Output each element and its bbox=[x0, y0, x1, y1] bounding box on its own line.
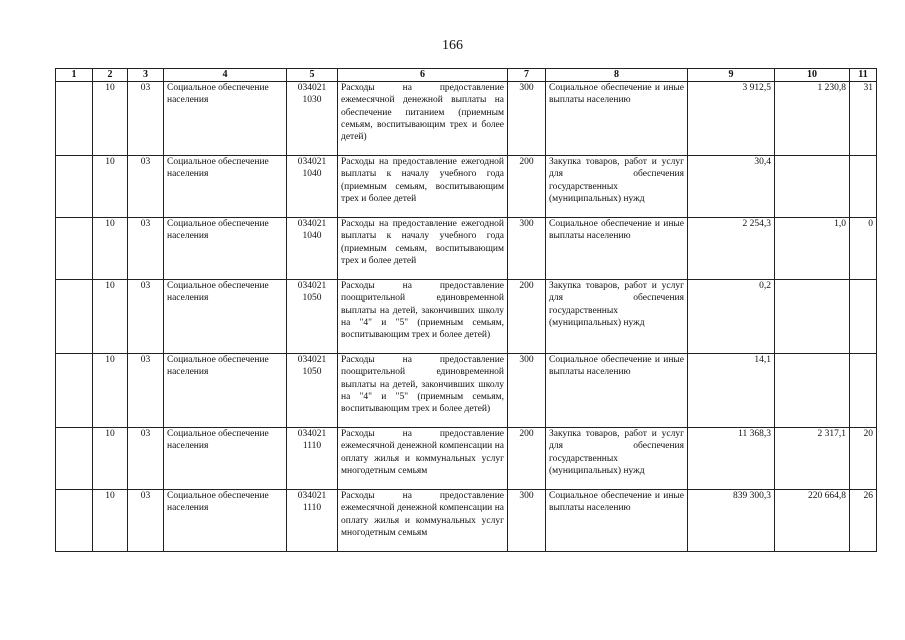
header-cell: 10 bbox=[775, 69, 850, 82]
cell-subsection: 03 bbox=[128, 354, 164, 428]
header-cell: 4 bbox=[164, 69, 287, 82]
cell-target-code: 034021 1030 bbox=[287, 82, 338, 156]
cell-description: Расходы на предоставление ежемесячной денежной компенсации на оплату жилья и коммунальных услуг многодетным семьям bbox=[338, 490, 508, 552]
cell-expense-name: Социальное обеспечение и иные выплаты населению bbox=[546, 490, 688, 552]
cell-target-code: 034021 1040 bbox=[287, 156, 338, 218]
cell-col1 bbox=[56, 428, 93, 490]
cell-plan: 30,4 bbox=[688, 156, 775, 218]
cell-percent: 26 bbox=[850, 490, 877, 552]
table-row bbox=[56, 428, 877, 490]
page-number: 166 bbox=[442, 38, 463, 53]
cell-target-code: 034021 1110 bbox=[287, 428, 338, 490]
cell-plan: 2 254,3 bbox=[688, 218, 775, 280]
cell-section-name: Социальное обеспечение населения bbox=[164, 156, 287, 218]
cell-col1 bbox=[56, 280, 93, 354]
table-row bbox=[56, 354, 877, 428]
cell-plan: 11 368,3 bbox=[688, 428, 775, 490]
cell-expense-type: 200 bbox=[508, 428, 546, 490]
header-row bbox=[56, 69, 877, 82]
cell-percent: 31 bbox=[850, 82, 877, 156]
cell-section: 10 bbox=[93, 280, 128, 354]
cell-section: 10 bbox=[93, 218, 128, 280]
cell-section: 10 bbox=[93, 490, 128, 552]
cell-expense-type: 300 bbox=[508, 490, 546, 552]
header-cell: 7 bbox=[508, 69, 546, 82]
cell-subsection: 03 bbox=[128, 428, 164, 490]
cell-expense-name: Социальное обеспечение и иные выплаты населению bbox=[546, 82, 688, 156]
cell-section-name: Социальное обеспечение населения bbox=[164, 82, 287, 156]
cell-percent bbox=[850, 280, 877, 354]
cell-section-name: Социальное обеспечение населения bbox=[164, 218, 287, 280]
cell-description: Расходы на предоставление поощрительной единовременной выплаты на детей, закончивших школу на "4" и "5" (приемным семьям, воспитывающим трех и более детей) bbox=[338, 280, 508, 354]
cell-section-name: Социальное обеспечение населения bbox=[164, 428, 287, 490]
cell-description: Расходы на предоставление ежемесячной денежной выплаты на обеспечение питанием (приемным семьям, воспитывающим трех и более детей) bbox=[338, 82, 508, 156]
cell-expense-type: 300 bbox=[508, 218, 546, 280]
cell-actual: 2 317,1 bbox=[775, 428, 850, 490]
cell-section-name: Социальное обеспечение населения bbox=[164, 280, 287, 354]
cell-col1 bbox=[56, 218, 93, 280]
cell-col1 bbox=[56, 82, 93, 156]
header-cell: 5 bbox=[287, 69, 338, 82]
cell-description: Расходы на предоставление ежегодной выплаты к началу учебного года (приемным семьям, воспитывающим трех и более детей bbox=[338, 218, 508, 280]
cell-col1 bbox=[56, 156, 93, 218]
cell-section-name: Социальное обеспечение населения bbox=[164, 490, 287, 552]
cell-col1 bbox=[56, 354, 93, 428]
cell-plan: 14,1 bbox=[688, 354, 775, 428]
cell-description: Расходы на предоставление ежемесячной денежной компенсации на оплату жилья и коммунальных услуг многодетным семьям bbox=[338, 428, 508, 490]
cell-expense-type: 300 bbox=[508, 354, 546, 428]
cell-section: 10 bbox=[93, 82, 128, 156]
cell-plan: 3 912,5 bbox=[688, 82, 775, 156]
budget-table bbox=[55, 68, 877, 552]
cell-expense-type: 200 bbox=[508, 280, 546, 354]
cell-target-code: 034021 1050 bbox=[287, 354, 338, 428]
table-row bbox=[56, 82, 877, 156]
cell-section: 10 bbox=[93, 428, 128, 490]
cell-target-code: 034021 1110 bbox=[287, 490, 338, 552]
table-row bbox=[56, 156, 877, 218]
table-row bbox=[56, 280, 877, 354]
cell-actual bbox=[775, 156, 850, 218]
header-cell: 6 bbox=[338, 69, 508, 82]
cell-expense-name: Социальное обеспечение и иные выплаты населению bbox=[546, 354, 688, 428]
table-row bbox=[56, 218, 877, 280]
header-cell: 9 bbox=[688, 69, 775, 82]
cell-target-code: 034021 1040 bbox=[287, 218, 338, 280]
cell-subsection: 03 bbox=[128, 280, 164, 354]
cell-percent bbox=[850, 156, 877, 218]
cell-actual bbox=[775, 280, 850, 354]
cell-description: Расходы на предоставление поощрительной единовременной выплаты на детей, закончивших школу на "4" и "5" (приемным семьям, воспитывающим трех и более детей) bbox=[338, 354, 508, 428]
cell-subsection: 03 bbox=[128, 218, 164, 280]
header-cell: 8 bbox=[546, 69, 688, 82]
cell-percent bbox=[850, 354, 877, 428]
cell-expense-type: 300 bbox=[508, 82, 546, 156]
cell-expense-name: Закупка товаров, работ и услуг для обеспечения государственных (муниципальных) нужд bbox=[546, 156, 688, 218]
cell-section: 10 bbox=[93, 156, 128, 218]
cell-section: 10 bbox=[93, 354, 128, 428]
header-cell: 1 bbox=[56, 69, 93, 82]
header-cell: 11 bbox=[850, 69, 877, 82]
cell-plan: 0,2 bbox=[688, 280, 775, 354]
cell-section-name: Социальное обеспечение населения bbox=[164, 354, 287, 428]
cell-percent: 0 bbox=[850, 218, 877, 280]
cell-subsection: 03 bbox=[128, 82, 164, 156]
cell-percent: 20 bbox=[850, 428, 877, 490]
cell-expense-name: Закупка товаров, работ и услуг для обеспечения государственных (муниципальных) нужд bbox=[546, 280, 688, 354]
cell-subsection: 03 bbox=[128, 490, 164, 552]
cell-actual bbox=[775, 354, 850, 428]
cell-expense-type: 200 bbox=[508, 156, 546, 218]
cell-actual: 220 664,8 bbox=[775, 490, 850, 552]
header-cell: 2 bbox=[93, 69, 128, 82]
cell-target-code: 034021 1050 bbox=[287, 280, 338, 354]
cell-expense-name: Социальное обеспечение и иные выплаты населению bbox=[546, 218, 688, 280]
cell-expense-name: Закупка товаров, работ и услуг для обеспечения государственных (муниципальных) нужд bbox=[546, 428, 688, 490]
cell-description: Расходы на предоставление ежегодной выплаты к началу учебного года (приемным семьям, воспитывающим трех и более детей bbox=[338, 156, 508, 218]
header-cell: 3 bbox=[128, 69, 164, 82]
cell-actual: 1,0 bbox=[775, 218, 850, 280]
cell-subsection: 03 bbox=[128, 156, 164, 218]
cell-col1 bbox=[56, 490, 93, 552]
table-row bbox=[56, 490, 877, 552]
cell-plan: 839 300,3 bbox=[688, 490, 775, 552]
cell-actual: 1 230,8 bbox=[775, 82, 850, 156]
